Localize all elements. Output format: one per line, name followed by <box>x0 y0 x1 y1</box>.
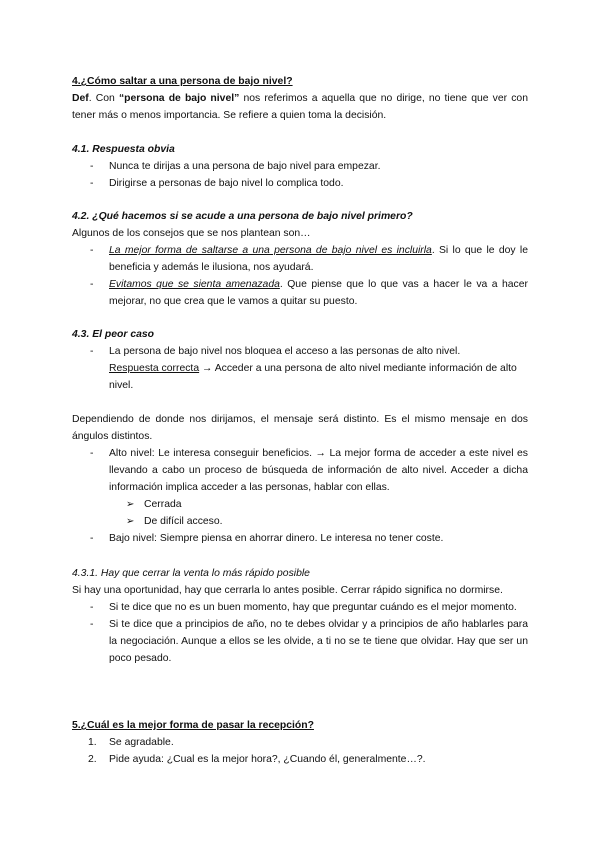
arrow-right-icon: → <box>315 448 326 459</box>
section-4-2-intro: Algunos de los consejos que se nos plantean son… <box>72 228 311 239</box>
section-4-title: 4.¿Cómo saltar a una persona de bajo nivel? <box>72 76 293 87</box>
answer-text: Acceder a una persona de alto nivel mediante información de alto nivel. <box>109 363 517 391</box>
section-4-3-title: 4.3. El peor caso <box>72 329 155 340</box>
arrowhead-bullet-icon: ➢ <box>126 516 135 527</box>
section-4-3-list <box>72 343 528 394</box>
list-item <box>72 616 528 667</box>
tip-emphasis: La mejor forma de saltarse a una persona de bajo nivel es incluirla <box>109 245 432 256</box>
arrow-right-icon: → <box>202 363 213 374</box>
section-4-3 <box>72 326 528 394</box>
dash-bullet: - <box>90 245 94 256</box>
list-item-text: De difícil acceso. <box>144 516 223 527</box>
levels-block <box>72 445 528 547</box>
list-item-text: Pide ayuda: ¿Cual es la mejor hora?, ¿Cuando él, generalmente…?. <box>109 754 426 765</box>
list-item <box>72 496 528 513</box>
list-item <box>72 751 528 768</box>
dash-bullet: - <box>90 602 94 613</box>
list-item <box>72 242 528 276</box>
list-item <box>72 175 528 192</box>
answer-label: Respuesta correcta <box>109 363 200 374</box>
angles-paragraph: Dependiendo de donde nos dirijamos, el mensaje será distinto. Es el mismo mensaje en dos ángulos distintos. <box>72 414 528 442</box>
section-4 <box>72 73 528 124</box>
tip-text: . Si lo que le doy le beneficia y además le ilusiona, nos ayudará. <box>109 245 528 273</box>
section-4-3-1-paragraph: Si hay una oportunidad, hay que cerrarla lo antes posible. Cerrar rápido significa no dormirse. <box>72 585 503 596</box>
list-item <box>72 276 528 310</box>
section-4-3-1-title: 4.3.1. Hay que cerrar la venta lo más rápido posible <box>72 568 310 579</box>
section-4-3-1 <box>72 565 528 667</box>
section-4-3-1-list <box>72 599 528 667</box>
section-5-list <box>72 734 528 768</box>
list-item-text: Cerrada <box>144 499 182 510</box>
dash-bullet: - <box>90 161 94 172</box>
list-number: 1. <box>88 737 97 748</box>
low-level-list <box>72 530 528 547</box>
high-level-sublist <box>72 496 528 530</box>
dash-bullet: - <box>90 619 94 630</box>
section-4-1 <box>72 141 528 192</box>
section-4-2-title: 4.2. ¿Qué hacemos si se acude a una persona de bajo nivel primero? <box>72 211 413 222</box>
section-5-title: 5.¿Cuál es la mejor forma de pasar la recepción? <box>72 720 314 731</box>
section-4-1-title: 4.1. Respuesta obvia <box>72 144 175 155</box>
list-item <box>72 734 528 751</box>
section-4-2-list <box>72 242 528 310</box>
dash-bullet: - <box>90 448 94 459</box>
arrowhead-bullet-icon: ➢ <box>126 499 135 510</box>
list-item <box>72 599 528 616</box>
def-post: nos referimos a aquella que no dirige, no tiene que ver con tener más o menos importancia. Se refiere a quien toma la decisión. <box>72 93 528 121</box>
dash-bullet: - <box>90 178 94 189</box>
list-item-text: Nunca te dirijas a una persona de bajo nivel para empezar. <box>109 161 381 172</box>
list-item-text: Dirigirse a personas de bajo nivel lo complica todo. <box>109 178 344 189</box>
list-item-text: Se agradable. <box>109 737 174 748</box>
high-level-label: Alto nivel: <box>109 448 155 459</box>
dash-bullet: - <box>90 346 94 357</box>
list-item <box>72 445 528 496</box>
tip-emphasis: Evitamos que se sienta amenazada <box>109 279 280 290</box>
list-item-text: La persona de bajo nivel nos bloquea el acceso a las personas de alto nivel. <box>109 346 461 357</box>
low-level-text: Bajo nivel: Siempre piensa en ahorrar dinero. Le interesa no tener coste. <box>109 533 444 544</box>
section-4-1-list <box>72 158 528 192</box>
high-level-text: Le interesa conseguir beneficios. <box>154 448 316 459</box>
list-item <box>72 513 528 530</box>
tip-text: . Que piense que lo que vas a hacer le va a hacer mejorar, no que crea que le vamos a quitar su puesto. <box>109 279 528 307</box>
def-pre: . Con <box>88 93 119 104</box>
section-5 <box>72 717 528 768</box>
def-label: Def <box>72 93 89 104</box>
definition-paragraph <box>72 90 528 124</box>
section-4-2 <box>72 208 528 310</box>
list-item <box>72 158 528 175</box>
list-number: 2. <box>88 754 97 765</box>
list-item <box>72 343 528 394</box>
dash-bullet: - <box>90 533 94 544</box>
high-level-text: La mejor forma de acceder a este nivel es llevando a cabo un proceso de búsqueda de información de alto nivel. Acceder a dicha información implica acceder a las personas, hablar con ellas. <box>109 448 528 493</box>
def-term: “persona de bajo nivel” <box>118 93 240 104</box>
levels-list <box>72 445 528 496</box>
list-item <box>72 530 528 547</box>
list-item-text: Si te dice que a principios de año, no te debes olvidar y a principios de año hablarles para la negociación. Aunque a ellos se les olvide, a ti no se te tiene que olvidar. Hay que ser un poco pesado. <box>109 619 528 664</box>
list-item-text: Si te dice que no es un buen momento, hay que preguntar cuándo es el mejor momento. <box>109 602 517 613</box>
dash-bullet: - <box>90 279 94 290</box>
